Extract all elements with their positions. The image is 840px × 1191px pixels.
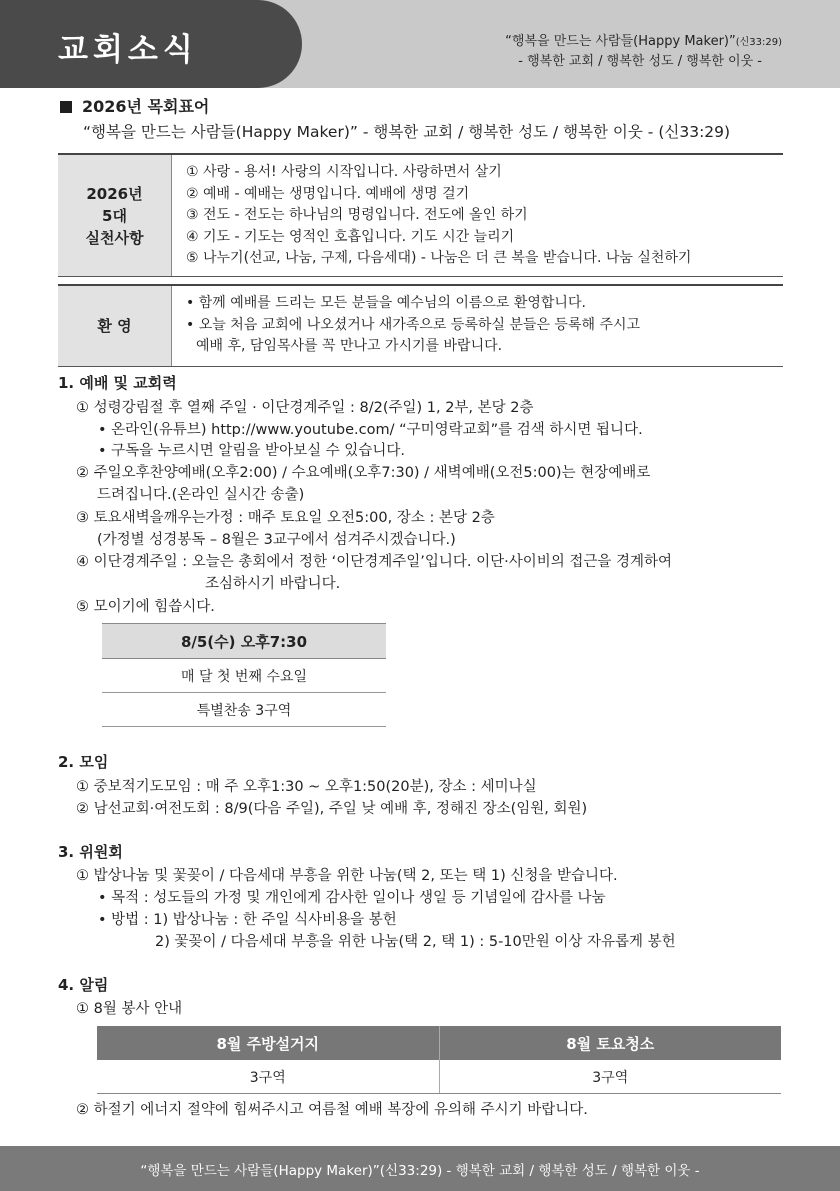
notice-line: ② 하절기 에너지 절약에 힘써주시고 여름철 예배 복장에 유의해 주시기 바랍니다. xyxy=(76,1102,588,1118)
table-row: 매 달 첫 번째 수요일 xyxy=(102,659,386,693)
notice-line: ③ 토요새벽을깨우는가정 : 매주 토요일 오전5:00, 장소 : 본당 2층 xyxy=(76,510,495,526)
practices-box xyxy=(58,153,783,277)
notice-line: 조심하시기 바랍니다. xyxy=(205,576,341,592)
notice-line: (가정별 성경봉독 – 8월은 3교구에서 섬겨주시겠습니다.) xyxy=(97,532,456,548)
page-header xyxy=(0,0,840,88)
section-title-notice: 4. 알림 xyxy=(58,976,109,994)
notice-line: • 구독을 누르시면 알림을 받아보실 수 있습니다. xyxy=(98,443,405,459)
header-motto: “행복을 만드는 사람들(Happy Maker)”(신33:29) xyxy=(505,34,782,49)
notice-line: • 방법 : 1) 밥상나눔 : 한 주일 식사비용을 봉헌 xyxy=(98,912,397,928)
notice-line: ② 주일오후찬양예배(오후2:00) / 수요예배(오후7:30) / 새벽예배(오전5:00)는 현장예배로 xyxy=(76,465,651,481)
meeting-table xyxy=(102,623,386,727)
section-title-worship: 1. 예배 및 교회력 xyxy=(58,374,177,392)
notice-line: ① 8월 봉사 안내 xyxy=(76,1001,183,1017)
notice-line: ① 중보적기도모임 : 매 주 오후1:30 ~ 오후1:50(20분), 장소 : 세미나실 xyxy=(76,779,537,795)
notice-line: 드려집니다.(온라인 실시간 송출) xyxy=(97,487,305,503)
page-title: 교회소식 xyxy=(58,32,198,68)
meeting-table-header: 8/5(수) 오후7:30 xyxy=(102,623,386,659)
section-title-meetings: 2. 모임 xyxy=(58,753,109,771)
list-item: ⑤ 나누기(선교, 나눔, 구제, 다음세대) - 나눔은 더 큰 복을 받습니다. 나눔 실천하기 xyxy=(186,250,692,266)
notice-line: ① 성령강림절 후 열째 주일 · 이단경계주일 : 8/2(주일) 1, 2부, 본당 2층 xyxy=(76,400,534,416)
list-item: ③ 전도 - 전도는 하나님의 명령입니다. 전도에 올인 하기 xyxy=(186,207,528,223)
welcome-box xyxy=(58,284,783,367)
notice-line: ① 밥상나눔 및 꽃꽂이 / 다음세대 부흥을 위한 나눔(택 2, 또는 택 1) 신청을 받습니다. xyxy=(76,868,618,884)
theme-text: “행복을 만드는 사람들(Happy Maker)” - 행복한 교회 / 행복한 성도 / 행복한 이웃 - (신33:29) xyxy=(83,123,731,141)
notice-line: • 온라인(유튜브) http://www.youtube.com/ “구미영락교회”를 검색 하시면 됩니다. xyxy=(98,422,643,438)
bullet-square-icon xyxy=(60,101,72,113)
theme-heading: 2026년 목회표어 xyxy=(82,97,210,116)
list-item: ④ 기도 - 기도는 영적인 호흡입니다. 기도 시간 늘리기 xyxy=(186,228,515,245)
page-footer: “행복을 만드는 사람들(Happy Maker)”(신33:29) - 행복한 교회 / 행복한 성도 / 행복한 이웃 - xyxy=(0,1146,840,1191)
service-table-header: 8월 주방설거지 8월 토요청소 xyxy=(97,1026,781,1060)
practices-list xyxy=(186,162,691,270)
practices-label: 2026년 5대 실천사항 xyxy=(58,155,172,276)
list-item: ① 사랑 - 용서! 사랑의 시작입니다. 사랑하면서 살기 xyxy=(186,164,502,180)
section-title-committee: 3. 위원회 xyxy=(58,843,123,861)
welcome-text: • 함께 예배를 드리는 모든 분들을 예수님의 이름으로 환영합니다. • 오늘 처음 교회에 나오셨거나 새가족으로 등록하실 분들은 등록해 주시고 예배 후, 담임목사를 꼭 만나고 가시기를 바랍니다. xyxy=(186,295,641,354)
notice-line: ④ 이단경계주일 : 오늘은 총회에서 정한 ‘이단경계주일’입니다. 이단·사이비의 접근을 경계하여 xyxy=(76,554,673,570)
service-table xyxy=(97,1026,781,1094)
table-row: 특별찬송 3구역 xyxy=(102,693,386,727)
notice-line: • 목적 : 성도들의 가정 및 개인에게 감사한 일이나 생일 등 기념일에 감사를 나눔 xyxy=(98,890,606,906)
table-row: 3구역 3구역 xyxy=(97,1060,781,1093)
header-motto-sub: - 행복한 교회 / 행복한 성도 / 행복한 이웃 - xyxy=(518,54,762,69)
notice-line: ② 남선교회·여전도회 : 8/9(다음 주일), 주일 낮 예배 후, 정해진 장소(임원, 회원) xyxy=(76,801,588,817)
welcome-label: 환 영 xyxy=(58,286,172,366)
notice-line: 2) 꽃꽂이 / 다음세대 부흥을 위한 나눔(택 2, 택 1) : 5-10만원 이상 자유롭게 봉헌 xyxy=(155,934,676,950)
list-item: ② 예배 - 예배는 생명입니다. 예배에 생명 걸기 xyxy=(186,185,470,202)
notice-line: ⑤ 모이기에 힘씁시다. xyxy=(76,599,215,615)
